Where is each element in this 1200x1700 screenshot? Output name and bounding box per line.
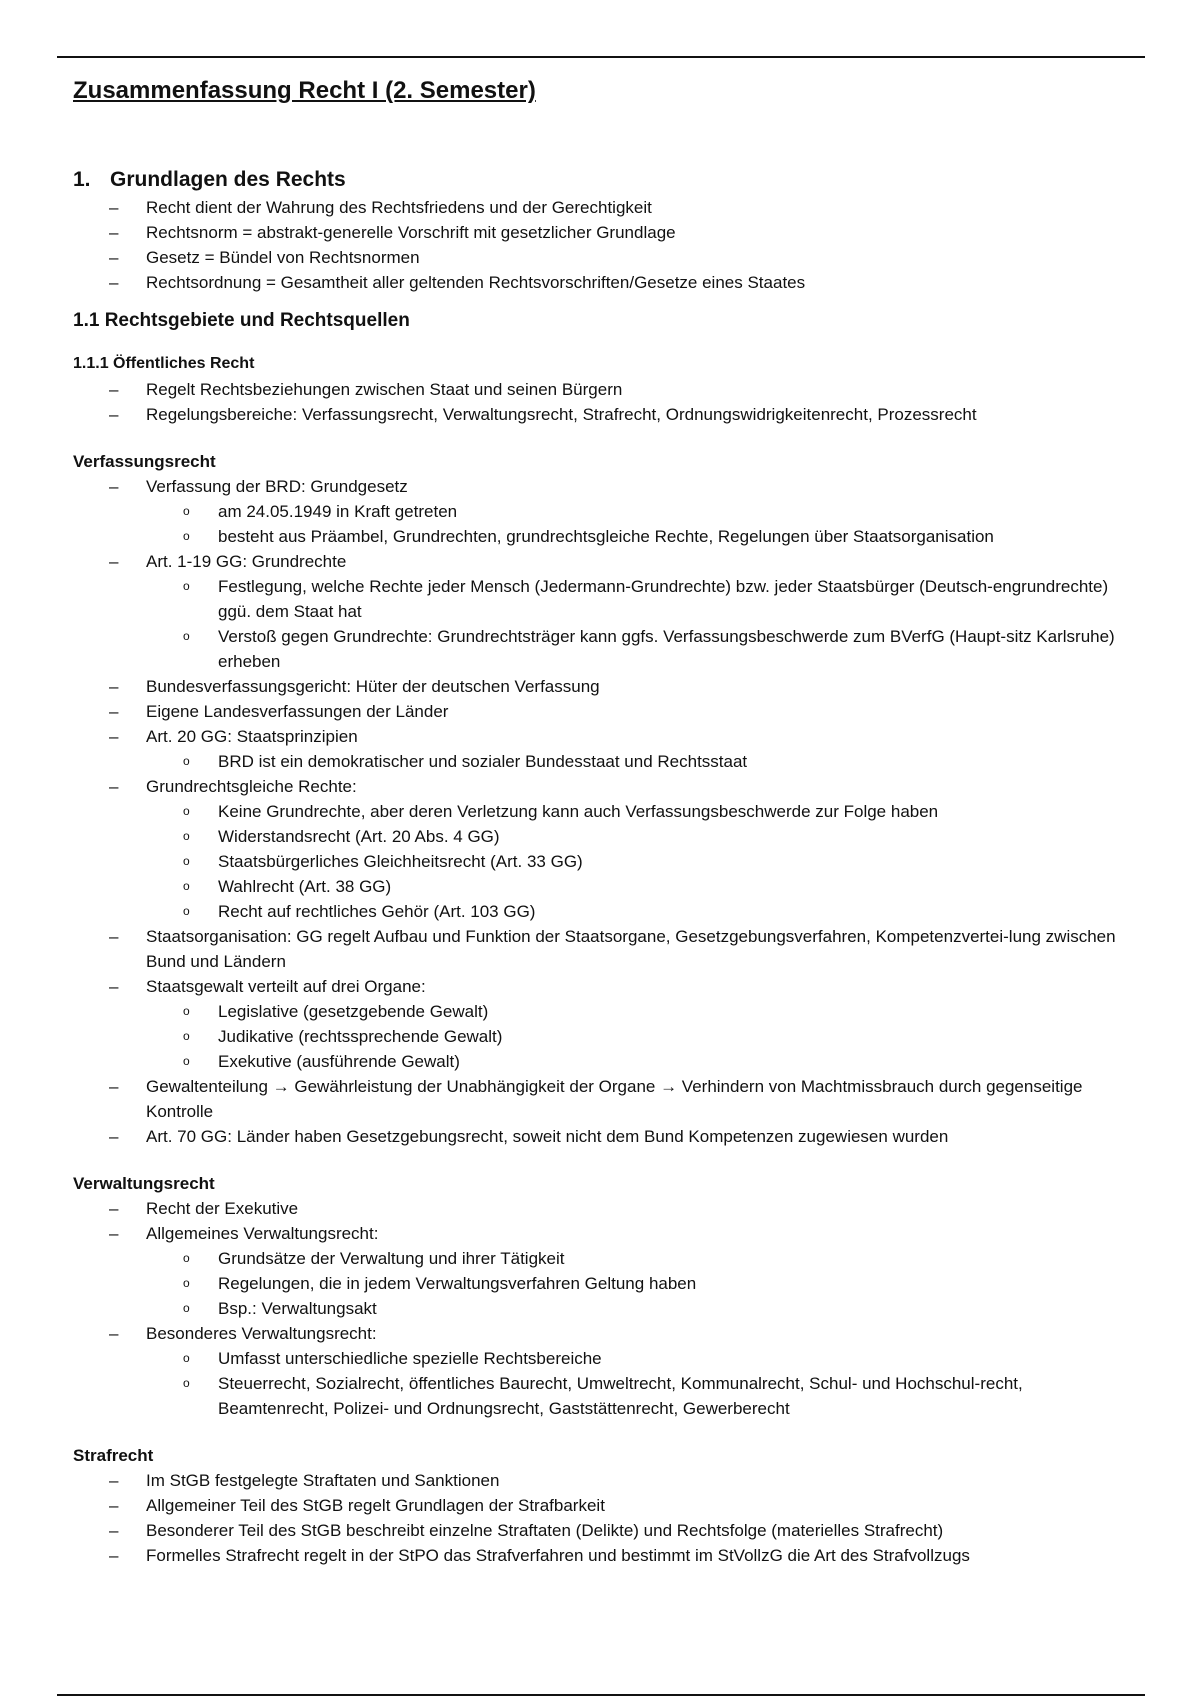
dash-bullet: – (109, 1127, 119, 1146)
circle-bullet: o (183, 829, 190, 843)
dash-bullet: – (109, 1521, 119, 1540)
dash-bullet: – (109, 248, 119, 267)
document-content (73, 74, 1133, 1568)
sub-list-item: o Keine Grundrechte, aber deren Verletzung kann auch Verfassungsbeschwerde zur Folge haben (73, 799, 1133, 824)
circle-bullet: o (183, 629, 190, 643)
circle-bullet: o (183, 1351, 190, 1365)
section-1-1-heading: 1.1 Rechtsgebiete und Rechtsquellen (73, 310, 410, 331)
dash-bullet: – (109, 477, 119, 496)
dash-bullet: – (109, 405, 119, 424)
sub-list-item: o Exekutive (ausführende Gewalt) (73, 1049, 1133, 1074)
list-item: – Grundrechtsgleiche Rechte: (73, 774, 1133, 799)
dash-bullet: – (109, 380, 119, 399)
dash-bullet: – (109, 927, 119, 946)
section-1-1-1-heading: 1.1.1 Öffentliches Recht (73, 355, 255, 372)
list-item: – Staatsgewalt verteilt auf drei Organe: (73, 974, 1133, 999)
sub-list-item: o Recht auf rechtliches Gehör (Art. 103 GG) (73, 899, 1133, 924)
circle-bullet: o (183, 1376, 190, 1390)
dash-bullet: – (109, 198, 119, 217)
circle-bullet: o (183, 854, 190, 868)
circle-bullet: o (183, 904, 190, 918)
circle-bullet: o (183, 754, 190, 768)
sub-list-item: o Grundsätze der Verwaltung und ihrer Tätigkeit (73, 1246, 1133, 1271)
section-1-list (73, 195, 1133, 295)
dash-bullet: – (109, 677, 119, 696)
circle-bullet: o (183, 1029, 190, 1043)
dash-bullet: – (109, 777, 119, 796)
list-item: – Regelungsbereiche: Verfassungsrecht, Verwaltungsrecht, Strafrecht, Ordnungswidrigkeitenrecht, Prozessrecht (73, 402, 1133, 427)
dash-bullet: – (109, 977, 119, 996)
list-item: – Gesetz = Bündel von Rechtsnormen (73, 245, 1133, 270)
bottom-rule (57, 1694, 1145, 1696)
dash-bullet: – (109, 1224, 119, 1243)
section-1-heading (73, 165, 1133, 195)
list-item: – Art. 70 GG: Länder haben Gesetzgebungsrecht, soweit nicht dem Bund Kompetenzen zugewiesen wurden (73, 1124, 1133, 1149)
list-item: – Staatsorganisation: GG regelt Aufbau und Funktion der Staatsorgane, Gesetzgebungsverfahren, Kompetenzvertei-lung zwischen Bund und Ländern (73, 924, 1133, 974)
list-item: – Recht dient der Wahrung des Rechtsfriedens und der Gerechtigkeit (73, 195, 1133, 220)
section-1-1-1-list (73, 377, 1133, 427)
list-item: – Formelles Strafrecht regelt in der StPO das Strafverfahren und bestimmt im StVollzG die Art des Strafvollzugs (73, 1543, 1133, 1568)
verwaltungsrecht-list (73, 1196, 1133, 1421)
circle-bullet: o (183, 1004, 190, 1018)
sub-list-item: o Bsp.: Verwaltungsakt (73, 1296, 1133, 1321)
list-item: – Besonderes Verwaltungsrecht: (73, 1321, 1133, 1346)
list-item: – Allgemeines Verwaltungsrecht: (73, 1221, 1133, 1246)
sub-list-item: o Staatsbürgerliches Gleichheitsrecht (Art. 33 GG) (73, 849, 1133, 874)
list-item: – Besonderer Teil des StGB beschreibt einzelne Straftaten (Delikte) und Rechtsfolge (materielles Strafrecht) (73, 1518, 1133, 1543)
list-item: – Recht der Exekutive (73, 1196, 1133, 1221)
dash-bullet: – (109, 727, 119, 746)
list-item: – Allgemeiner Teil des StGB regelt Grundlagen der Strafbarkeit (73, 1493, 1133, 1518)
list-item: – Art. 20 GG: Staatsprinzipien (73, 724, 1133, 749)
sub-list-item: o Umfasst unterschiedliche spezielle Rechtsbereiche (73, 1346, 1133, 1371)
list-item: – Im StGB festgelegte Straftaten und Sanktionen (73, 1468, 1133, 1493)
circle-bullet: o (183, 804, 190, 818)
sub-list-item: o Judikative (rechtssprechende Gewalt) (73, 1024, 1133, 1049)
sub-list-item: o Steuerrecht, Sozialrecht, öffentliches Baurecht, Umweltrecht, Kommunalrecht, Schul- und Hochschul-recht, Beamtenrecht, Polizei- und Ordnungsrecht, Gaststättenrecht, Gewerberecht (73, 1371, 1133, 1421)
section-1-title: Grundlagen des Rechts (110, 168, 346, 191)
list-item: – Gewaltenteilung → Gewährleistung der Unabhängigkeit der Organe → Verhindern von Machtmissbrauch durch gegenseitige Kontrolle (73, 1074, 1133, 1124)
sub-list-item: o Verstoß gegen Grundrechte: Grundrechtsträger kann ggfs. Verfassungsbeschwerde zum BVerfG (Haupt-sitz Karlsruhe) erheben (73, 624, 1133, 674)
document-title: Zusammenfassung Recht I (2. Semester) (73, 77, 536, 104)
strafrecht-heading: Strafrecht (73, 1446, 154, 1465)
circle-bullet: o (183, 1276, 190, 1290)
sub-list-item: o besteht aus Präambel, Grundrechten, grundrechtsgleiche Rechte, Regelungen über Staatsorganisation (73, 524, 1133, 549)
sub-list-item: o Regelungen, die in jedem Verwaltungsverfahren Geltung haben (73, 1271, 1133, 1296)
dash-bullet: – (109, 223, 119, 242)
sub-list-item: o Widerstandsrecht (Art. 20 Abs. 4 GG) (73, 824, 1133, 849)
list-item: – Bundesverfassungsgericht: Hüter der deutschen Verfassung (73, 674, 1133, 699)
sub-list-item: o Wahlrecht (Art. 38 GG) (73, 874, 1133, 899)
dash-bullet: – (109, 1471, 119, 1490)
circle-bullet: o (183, 504, 190, 518)
dash-bullet: – (109, 1077, 119, 1096)
circle-bullet: o (183, 1301, 190, 1315)
list-item: – Art. 1-19 GG: Grundrechte (73, 549, 1133, 574)
dash-bullet: – (109, 1496, 119, 1515)
sub-list-item: o Festlegung, welche Rechte jeder Mensch (Jedermann-Grundrechte) bzw. jeder Staatsbürger (Deutsch-engrundrechte) ggü. dem Staat hat (73, 574, 1133, 624)
dash-bullet: – (109, 1546, 119, 1565)
sub-list-item: o BRD ist ein demokratischer und sozialer Bundesstaat und Rechtsstaat (73, 749, 1133, 774)
list-item: – Verfassung der BRD: Grundgesetz (73, 474, 1133, 499)
verfassungsrecht-heading: Verfassungsrecht (73, 452, 216, 471)
dash-bullet: – (109, 1324, 119, 1343)
circle-bullet: o (183, 1054, 190, 1068)
dash-bullet: – (109, 702, 119, 721)
circle-bullet: o (183, 879, 190, 893)
top-rule (57, 56, 1145, 58)
verwaltungsrecht-heading: Verwaltungsrecht (73, 1174, 215, 1193)
list-item: – Rechtsnorm = abstrakt-generelle Vorschrift mit gesetzlicher Grundlage (73, 220, 1133, 245)
circle-bullet: o (183, 579, 190, 593)
sub-list-item: o Legislative (gesetzgebende Gewalt) (73, 999, 1133, 1024)
circle-bullet: o (183, 1251, 190, 1265)
dash-bullet: – (109, 1199, 119, 1218)
verfassungsrecht-list (73, 474, 1133, 1149)
list-item: – Regelt Rechtsbeziehungen zwischen Staat und seinen Bürgern (73, 377, 1133, 402)
list-item: – Eigene Landesverfassungen der Länder (73, 699, 1133, 724)
list-item: – Rechtsordnung = Gesamtheit aller geltenden Rechtsvorschriften/Gesetze eines Staates (73, 270, 1133, 295)
dash-bullet: – (109, 273, 119, 292)
strafrecht-list (73, 1468, 1133, 1568)
section-1-number: 1. (73, 168, 91, 191)
dash-bullet: – (109, 552, 119, 571)
sub-list-item: o am 24.05.1949 in Kraft getreten (73, 499, 1133, 524)
circle-bullet: o (183, 529, 190, 543)
